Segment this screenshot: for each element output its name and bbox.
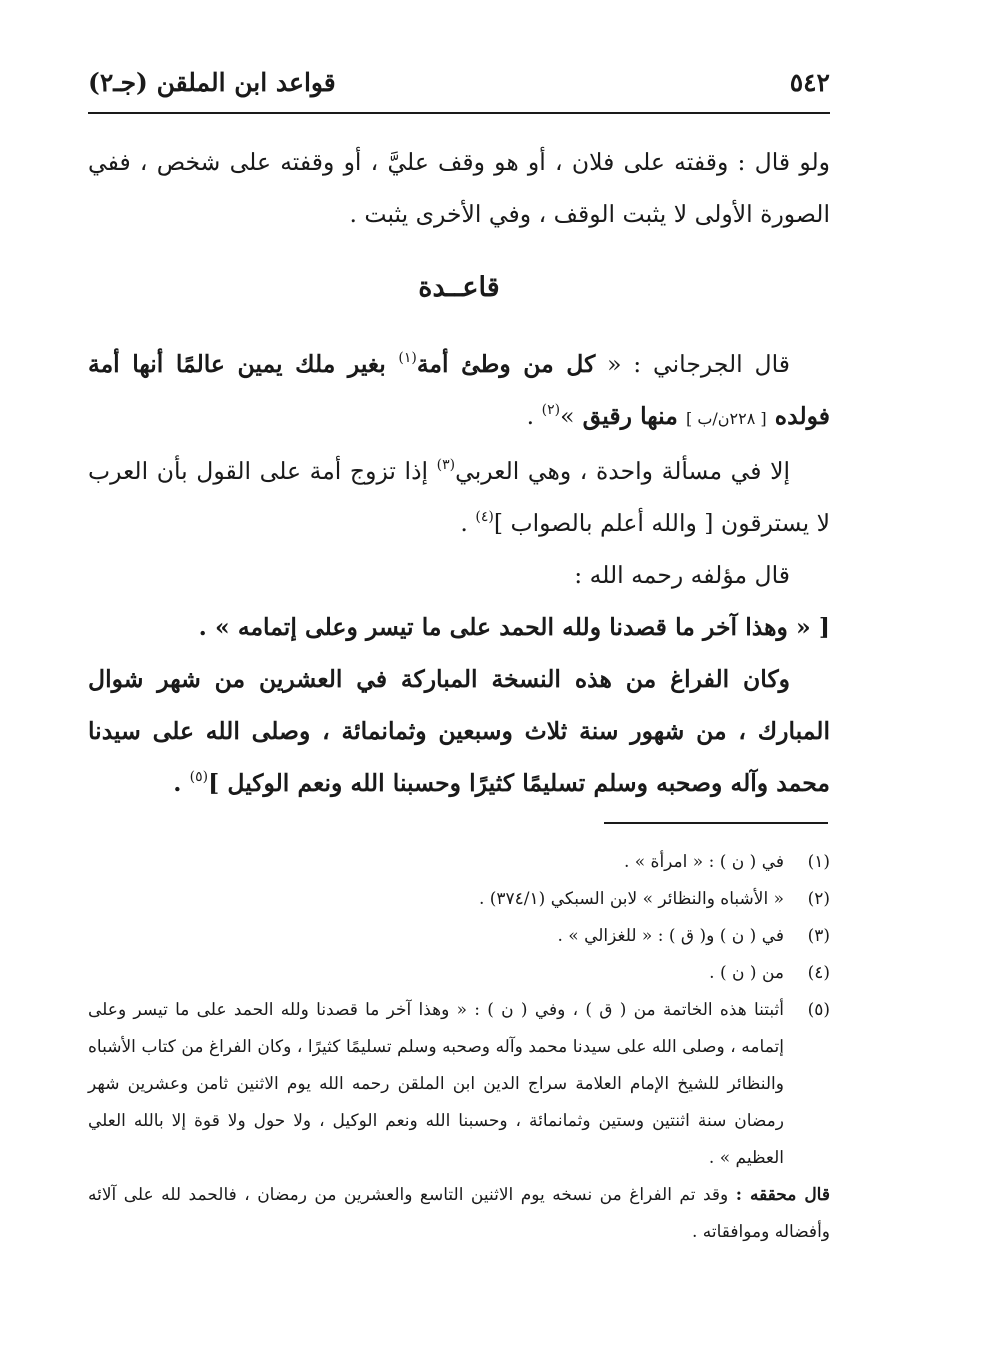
footnote-text: « الأشباه والنظائر » لابن السبكي (٣٧٤/١) . — [478, 889, 784, 909]
section-heading: قاعــدة — [418, 272, 500, 303]
footnote-text: في ( ن ) : « امرأة » . — [623, 852, 784, 872]
footnote-item — [88, 955, 830, 992]
editor-note — [88, 1177, 830, 1251]
manuscript-page-ref: [ ٢٢٨ن/ب ] — [685, 409, 767, 428]
colophon-end: . — [173, 769, 190, 797]
exception-text: إلا في مسألة واحدة ، وهي العربي — [455, 457, 790, 485]
footnote-item — [88, 844, 830, 881]
colophon-text: وكان الفراغ من هذه النسخة المباركة في العشرين من شهر شوال المبارك ، من شهور سنة ثلاث وسبعين وثمانمائة ، وصلى الله على سيدنا محمد وآله وصحبه وسلم تسليمًا كثيرًا وحسبنا الله ونعم الوكيل ] — [88, 665, 830, 797]
paragraph-author: قال مؤلفه رحمه الله : — [574, 561, 790, 589]
footnote-ref-1[interactable]: (١) — [398, 350, 417, 366]
footnote-item — [88, 918, 830, 955]
footnote-item — [88, 992, 830, 1177]
footnote-item — [88, 881, 830, 918]
paragraph-exception — [88, 445, 830, 549]
page-header — [88, 62, 830, 106]
quote-bold-c: منها رقيق — [574, 402, 686, 430]
header-rule — [88, 112, 830, 114]
footnote-text: في ( ن ) و( ق ) : « للغزالي » . — [557, 926, 784, 946]
quote-end: . — [526, 402, 542, 430]
footnote-text: أثبتنا هذه الخاتمة من ( ق ) ، وفي ( ن ) : « وهذا آخر ما قصدنا ولله الحمد على ما تيسر وعلى إتمامه ، وصلى الله على سيدنا محمد وآله وصحبه وسلم تسليمًا كثيرًا ، وكان الفراغ من كتاب الأشباه والنظائر للشيخ الإمام العلامة سراج الدين ابن الملقن رحمه الله يوم الاثنين ثامن وعشرين شهر رمضان سنة اثنتين وستين وثمانمائة ، وحسبنا الله ونعم الوكيل ، ولا حول ولا قوة إلا بالله العلي العظيم » . — [88, 1000, 784, 1168]
footnote-text: من ( ن ) . — [709, 963, 784, 983]
footnote-number: (٤) — [807, 963, 830, 983]
quote-intro: قال الجرجاني : « — [595, 350, 790, 378]
quote-close: » — [560, 402, 575, 430]
footnote-number: (٥) — [807, 1000, 830, 1020]
exception-text-2: إذا تزوج أمة على القول بأن العرب لا يسترقون [ والله أعلم بالصواب ] — [88, 457, 830, 537]
footnotes — [88, 844, 830, 1251]
quote-bold-b: بغير ملك يمين عالمًا أنها أمة فولده — [88, 350, 830, 430]
paragraph-colophon — [88, 653, 830, 809]
paragraph-waqf: ولو قال : وقفته على فلان ، أو هو وقف عليَّ ، أو وقفته على شخص ، ففي الصورة الأولى لا يثبت الوقف ، وفي الأخرى يثبت . — [88, 148, 830, 228]
paragraph-closing-quote: [ « وهذا آخر ما قصدنا ولله الحمد على ما تيسر وعلى إتمامه » . — [198, 613, 830, 641]
paragraph-jurjani — [88, 338, 830, 445]
footnote-ref-5[interactable]: (٥) — [189, 769, 209, 785]
footnote-rule — [604, 822, 828, 824]
editor-note-lead: قال محققه : — [735, 1185, 830, 1205]
footnote-number: (٣) — [807, 926, 830, 946]
footnote-number: (١) — [807, 852, 830, 872]
quote-bold-a: كل من وطئ أمة — [416, 350, 596, 378]
running-title: قواعد ابن الملقن (جـ٢) — [88, 68, 336, 97]
page-number: ٥٤٢ — [789, 68, 830, 97]
editor-note-text: وقد تم الفراغ من نسخه يوم الاثنين التاسع والعشرين من رمضان ، فالحمد لله على آلائه وأفضاله وموافقاته . — [88, 1185, 830, 1242]
footnote-ref-4[interactable]: (٤) — [475, 509, 494, 525]
footnote-ref-3[interactable]: (٣) — [436, 457, 456, 473]
footnote-number: (٢) — [807, 889, 830, 909]
main-text — [88, 136, 830, 809]
exception-end: . — [460, 509, 476, 537]
footnote-ref-2[interactable]: (٢) — [541, 402, 561, 418]
